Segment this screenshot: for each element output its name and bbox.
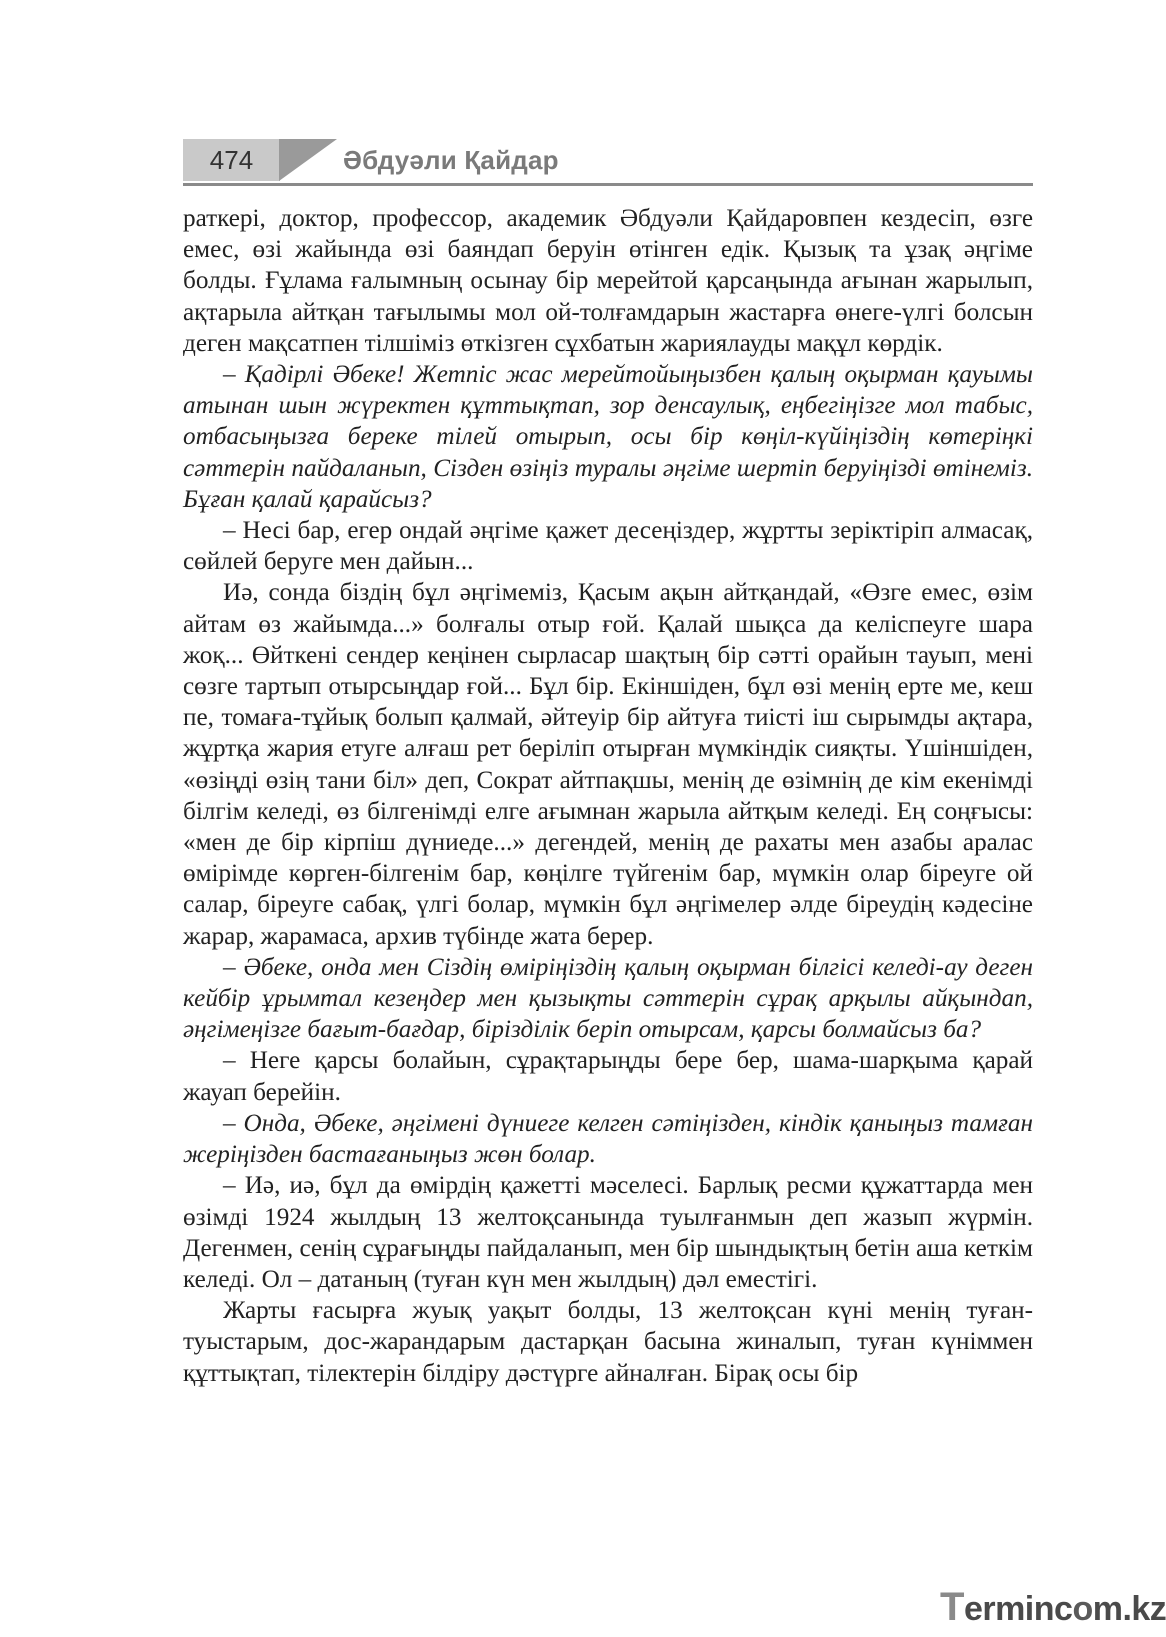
paragraph: Жарты ғасырға жуық уақыт болды, 13 желтоқсан күні менің туған-туыстарым, дос-жарандарым дастарқан басына жиналып, туған күніммен құттықтап, тілектерін білдіру дәстүрге айналған. Бірақ осы бір — [183, 1297, 1033, 1387]
paragraph-answer: – Иә, иә, бұл да өмірдің қажетті мәселесі. Барлық ресми құжаттарда мен өзімді 1924 жылдың 13 желтоқсанында туылғанмын деп жазып жүрмін. Дегенмен, сенің сұрағыңды пайдаланып, мен бір шындықтың бетін аша кеткім келеді. Ол – датаның (туған күн мен жылдың) дәл еместігі. — [183, 1172, 1033, 1293]
watermark-o: o — [1072, 1590, 1093, 1628]
paragraph: раткері, доктор, профессор, академик Әбдуәли Қайдаровпен кездесіп, өзге емес, өзі жайында өзі баяндап беруін өтінген едік. Қызық та ұзақ әңгіме болды. Ғұлама ғалымның осынау бір мерейтой қарсаңында ағынан жарылып, ақтарыла айтқан тағылымы мол ой-толғамдарын жастарға өнеге-үлгі болсын деген мақсатпен тілшіміз өткізген сұхбатын жариялауды мақұл көрдік. — [183, 205, 1033, 357]
watermark-end: m.kz — [1092, 1590, 1166, 1628]
watermark-logo — [940, 1585, 1166, 1629]
page-number: 474 — [209, 145, 254, 175]
paragraph-answer: – Несі бар, егер ондай әңгіме қажет десеңіздер, жұртты зеріктіріп алмасақ, сөйлей беруге мен дайын... — [183, 517, 1033, 576]
paragraph-answer: – Неге қарсы болайын, сұрақтарыңды бере бер, шама-шарқыма қарай жауап берейін. — [183, 1047, 1033, 1106]
running-header-author: Әбдуәли Қайдар — [343, 145, 559, 175]
paragraph-question: – Әбеке, онда мен Сіздің өміріңіздің қалың оқырман білгісі келеді-ау деген кейбір ұрымтал кезеңдер мен қызықты сәттерін сұрақ арқылы айқындап, әңгімеңізге бағыт-бағдар, бірізділік беріп отырсам, қарсы болмайсыз ба? — [183, 953, 1033, 1044]
watermark-t: T — [940, 1585, 964, 1629]
paragraph-question: – Қадірлі Әбеке! Жетпіс жас мерейтойыңызбен қалың оқырман қауымы атынан шын жүректен құттықтап, зор денсаулық, еңбегіңізге мол табыс, отбасыңызға береке тілей отырып, осы бір көңіл-күйіңіздің көтеріңкі сәттерін пайдаланып, Сізден өзіңіз туралы әңгіме шертіп беруіңізді өтінеміз. Бұған қалай қарайсыз? — [183, 361, 1033, 513]
header-tab-slope — [279, 139, 337, 181]
running-header — [183, 139, 1033, 187]
header-rule — [183, 183, 1033, 186]
body-text — [183, 203, 1033, 1389]
paragraph: Иә, сонда біздің бұл әңгімеміз, Қасым ақын айтқандай, «Өзге емес, өзім айтам өз жайымда...» болғалы отыр ғой. Қалай шықса да келіспеуге шара жоқ... Өйткені сендер кеңінен сырласар шақтың бір сәтті орайын тауып, мені сөзге тартып отырсыңдар ғой... Бұл бір. Екіншіден, бұл өзі менің ерте ме, кеш пе, томаға-тұйық болып қалмай, әйтеуір бір айтуға тиісті іш сырымды ақтара, жұртқа жария етуге алғаш рет беріліп отырған мүмкіндік сияқты. Үшіншіден, «өзіңді өзің тани біл» деп, Сократ айтпақшы, менің де өзімнің де кім екенімді білгім келеді, өз білгенімді елге ағымнан жарыла айтқым келеді. Ең соңғысы: «мен де бір кірпіш дүниеде...» дегендей, менің де рахаты мен азабы аралас өмірімде көрген-білгенім бар, көңілге түйгенім бар, мүмкін олар біреуге ой салар, біреуге сабақ, үлгі болар, мүмкін бұл әңгімелер әлде біреудің кәдесіне жарар, жарамаса, архив түбінде жата берер. — [183, 579, 1033, 950]
watermark-mid: erminc — [963, 1590, 1073, 1628]
paragraph-question: – Онда, Әбеке, әңгімені дүниеге келген сәтіңізден, кіндік қаныңыз тамған жеріңізден бастағаныңыз жөн болар. — [183, 1109, 1033, 1169]
